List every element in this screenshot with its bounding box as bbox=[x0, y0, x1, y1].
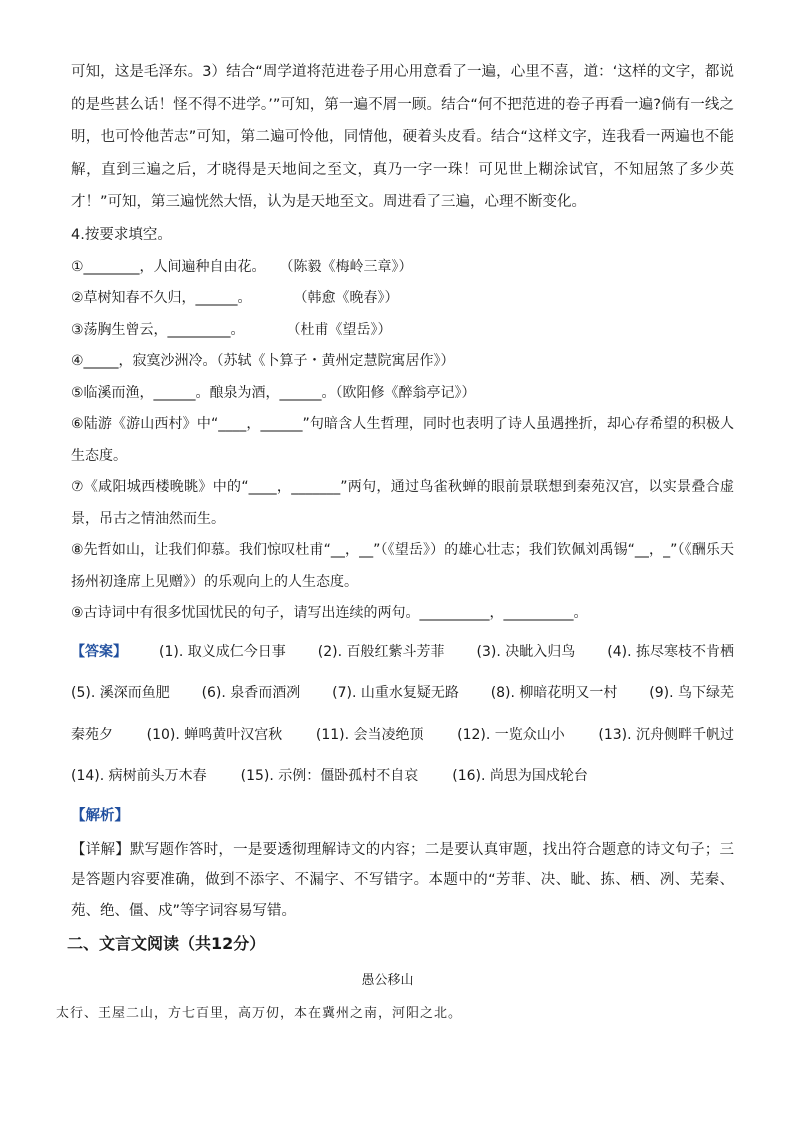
intro-paragraph: 可知，这是毛泽东。3）结合“周学道将范进卷子用心用意看了一遍，心里不喜，道：‘这样的文字，都说的是些甚么话！怪不得不进学。’”可知，第一遍不屑一顾。结合“何不把范进的卷子再看一遍?倘有一线之明，也可怜他苦志”可知，第二遍可怜他，同情他，硬着头皮看。结合“这样文字，连我看一两遍也不能解，直到三遍之后，才晓得是天地间之至文，真乃一字一珠！可见世上糊涂试官，不知屈煞了多少英才！”可知，第三遍恍然大悟，认为是天地至文。周进看了三遍，心理不断变化。 bbox=[71, 64, 734, 211]
fill-item-9: ⑨古诗词中有很多忧国忧民的句子，请写出连续的两句。__________，__________。 bbox=[71, 605, 588, 622]
answer-label: 【答案】 bbox=[71, 643, 127, 660]
answer-item: (14). 病树前头万木春 bbox=[71, 768, 207, 785]
section-heading: 二、文言文阅读（共12分） bbox=[67, 934, 266, 954]
answer-item: (11). 会当凌绝顶 bbox=[315, 726, 424, 743]
answer-item: (15). 示例：僵卧孤村不自哀 bbox=[240, 768, 419, 785]
answer-item: (5). 溪深而鱼肥 bbox=[71, 685, 170, 702]
answer-item: (4). 拣尽寒枝不肯栖 bbox=[607, 643, 734, 660]
detail-label: 【详解】 bbox=[71, 841, 130, 858]
answer-row-4 bbox=[71, 756, 734, 798]
answer-item: (2). 百般红紫斗芳菲 bbox=[317, 643, 445, 660]
answer-item: (8). 柳暗花明又一村 bbox=[490, 685, 618, 702]
passage-title: 愚公移山 bbox=[361, 973, 414, 989]
answer-item: (1). 取义成仁今日事 bbox=[159, 643, 286, 660]
answer-item: (6). 泉香而酒冽 bbox=[201, 685, 301, 702]
answer-item: (16). 尚思为国戍轮台 bbox=[452, 768, 588, 785]
answer-row-3 bbox=[71, 715, 734, 757]
answer-item: (7). 山重水复疑无路 bbox=[332, 685, 459, 702]
fill-item-1: ①________，人间遍种自由花。 （陈毅《梅岭三章》） bbox=[71, 258, 413, 275]
answer-row-1 bbox=[71, 632, 734, 674]
analysis-label: 【解析】 bbox=[71, 807, 129, 824]
detail-paragraph bbox=[71, 835, 734, 927]
fill-item-7: ⑦《咸阳城西楼晚眺》中的“____，_______”两句，通过鸟雀秋蝉的眼前景联想到秦苑汉宫，以实景叠合虚景，吊古之情油然而生。 bbox=[71, 479, 734, 527]
fill-item-8: ⑧先哲如山，让我们仰慕。我们惊叹杜甫“__，__”（《望岳》）的雄心壮志；我们钦佩刘禹锡“__，_”（《酬乐天扬州初逢席上见赠》）的乐观向上的人生态度。 bbox=[71, 542, 734, 590]
detail-text: 默写题作答时，一是要透彻理解诗文的内容；二是要认真审题，找出符合题意的诗文句子；三是答题内容要准确，做到不添字、不漏字、不写错字。本题中的“芳菲、决、眦、拣、栖、冽、芜秦、苑、绝、僵、戍”等字词容易写错。 bbox=[71, 841, 735, 919]
question-4-title: 4.按要求填空。 bbox=[71, 226, 172, 243]
answer-row-2 bbox=[71, 673, 734, 715]
passage-first-line: 太行、王屋二山，方七百里，高万仞，本在冀州之南，河阳之北。 bbox=[56, 1006, 463, 1022]
fill-item-5: ⑤临溪而渔，______。酿泉为酒，______。（欧阳修《醉翁亭记》） bbox=[71, 384, 476, 401]
answer-item: (9). 鸟下绿芜 bbox=[649, 685, 734, 702]
fill-item-4: ④_____，寂寞沙洲冷。（苏轼《卜算子・黄州定慧院寓居作》） bbox=[71, 353, 455, 370]
question-4-items bbox=[71, 252, 734, 630]
answer-item: (3). 决眦入归鸟 bbox=[476, 643, 576, 660]
answer-item: (10). 蝉鸣黄叶汉宫秋 bbox=[146, 726, 283, 743]
answer-item: (13). 沉舟侧畔千帆过 bbox=[598, 726, 734, 743]
fill-item-6: ⑥陆游《游山西村》中“____，______”句暗含人生哲理，同时也表明了诗人虽遇挫折，却心存希望的积极人生态度。 bbox=[71, 416, 734, 464]
answer-item: 秦苑夕 bbox=[71, 726, 113, 743]
fill-item-2: ②草树知春不久归，______。 （韩愈《晚春》） bbox=[71, 290, 399, 307]
fill-item-3: ③荡胸生曾云，_________。 （杜甫《望岳》） bbox=[71, 321, 392, 338]
answer-item: (12). 一览众山小 bbox=[457, 726, 565, 743]
